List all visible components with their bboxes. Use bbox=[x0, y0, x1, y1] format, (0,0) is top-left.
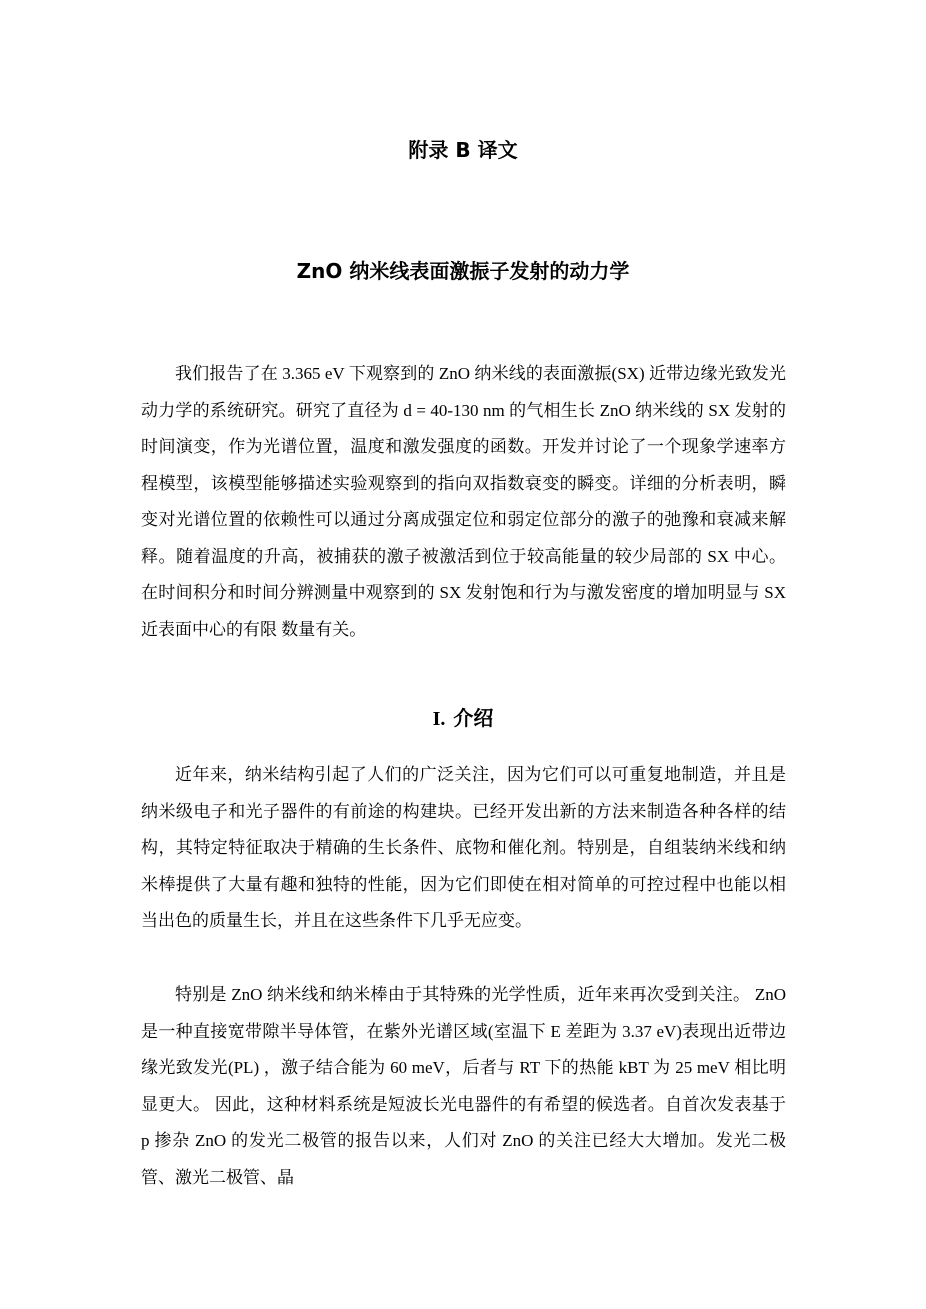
abstract-paragraph: 我们报告了在 3.365 eV 下观察到的 ZnO 纳米线的表面激振(SX) 近带边缘光致发光动力学的系统研究。研究了直径为 d = 40-130 nm 的气相生长 ZnO 纳米线的 SX 发射的时间演变，作为光谱位置，温度和激发强度的函数。开发并讨论了一个现象学速率方程模型，该模型能够描述实验观察到的指向双指数衰变的瞬变。详细的分析表明，瞬变对光谱位置的依赖性可以通过分离成强定位和弱定位部分的激子的弛豫和衰减来解释。随着温度的升高，被捕获的激子被激活到位于较高能量的较少局部的 SX 中心。 在时间积分和时间分辨测量中观察到的 SX 发射饱和行为与激发密度的增加明显与 SX 近表面中心的有限 数量有关。 bbox=[141, 364, 786, 639]
paper-title: ZnO 纳米线表面激振子发射的动力学 bbox=[296, 259, 630, 283]
intro-paragraph: 特别是 ZnO 纳米线和纳米棒由于其特殊的光学性质，近年来再次受到关注。 ZnO 是一种直接宽带隙半导体管，在紫外光谱区域(室温下 E 差距为 3.37 eV)表现出近带边缘光致发光(PL) ，激子结合能为 60 meV，后者与 RT 下的热能 kBT 为 25 meV 相比明显更大。 因此，这种材料系统是短波长光电器件的有希望的候选者。自首次发表基于 p 掺杂 ZnO 的发光二极管的报告以来，人们对 ZnO 的关注已经大大增加。发光二极管、激光二极管、晶 bbox=[141, 985, 786, 1187]
section-title: 介绍 bbox=[453, 708, 494, 730]
section-heading bbox=[0, 703, 926, 735]
intro-paragraph: 近年来，纳米结构引起了人们的广泛关注，因为它们可以可重复地制造，并且是纳米级电子和光子器件的有前途的构建块。已经开发出新的方法来制造各种各样的结构，其特定特征取决于精确的生长条件、底物和催化剂。特别是，自组装纳米线和纳米棒提供了大量有趣和独特的性能，因为它们即使在相对简单的可控过程中也能以相当出色的质量生长，并且在这些条件下几乎无应变。 bbox=[141, 765, 786, 930]
appendix-title: 附录 B 译文 bbox=[408, 138, 518, 162]
section-number: I. bbox=[432, 708, 446, 730]
